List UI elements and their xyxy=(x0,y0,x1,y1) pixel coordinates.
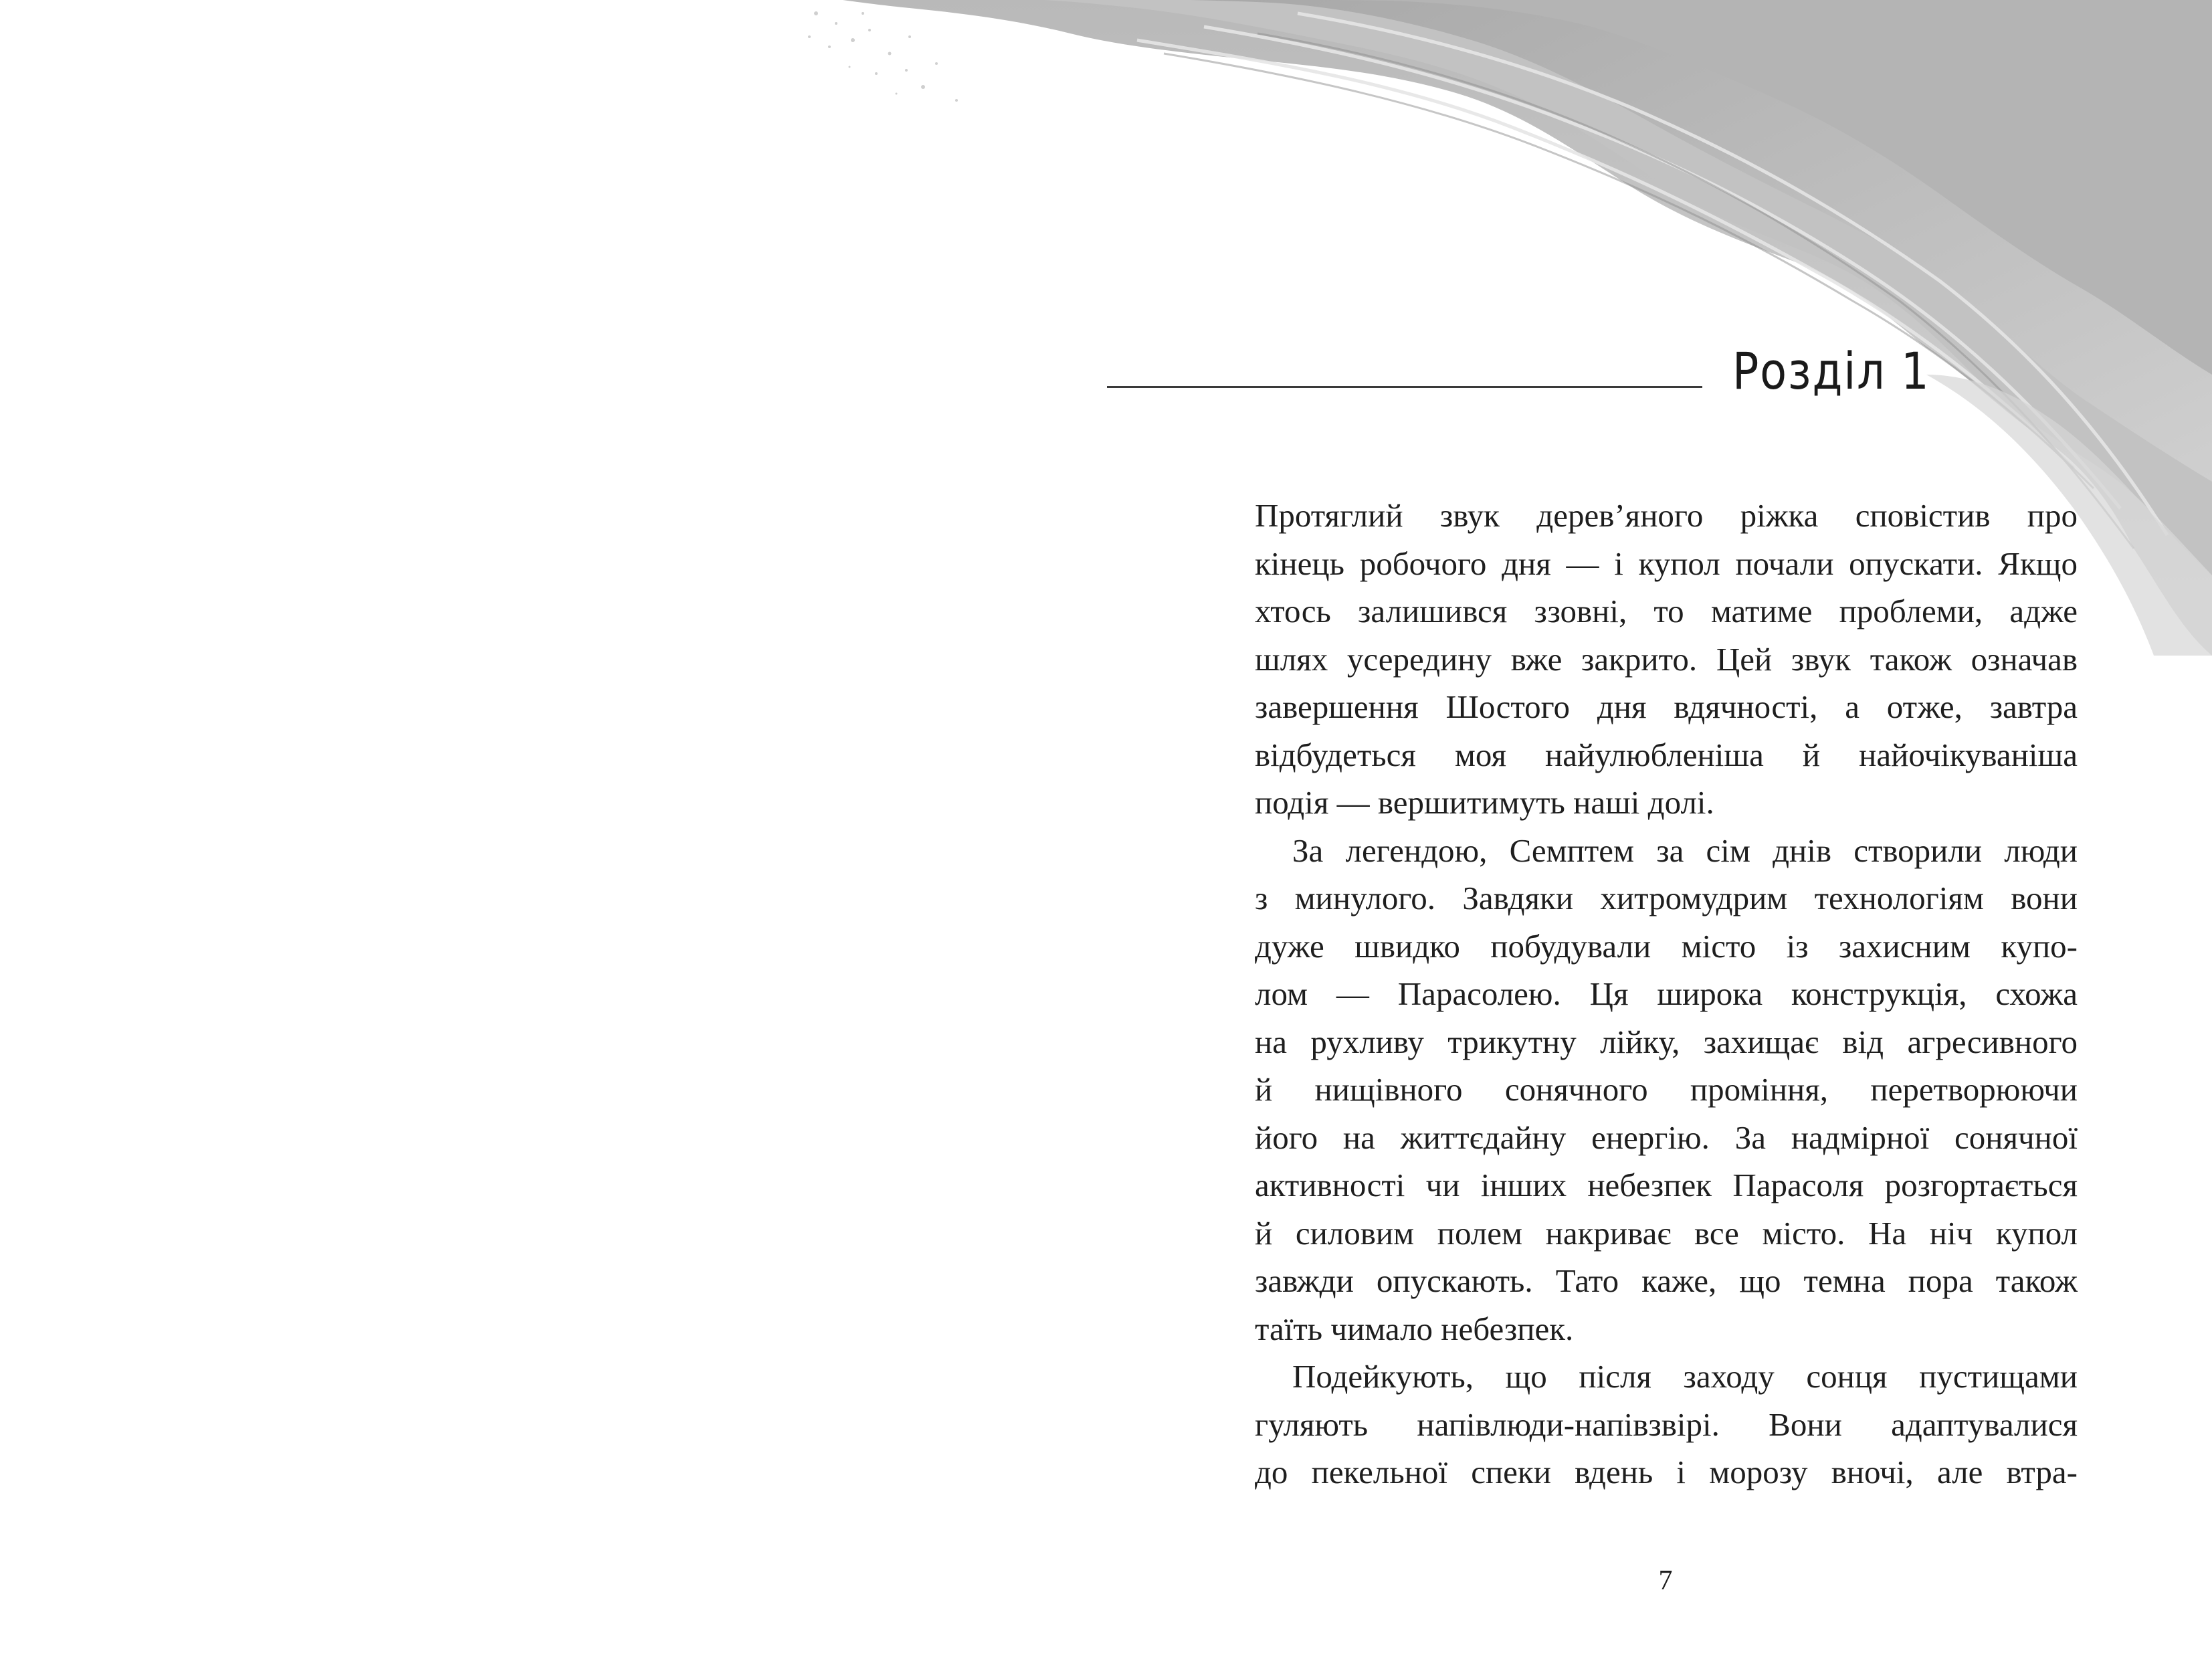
text-line: Подейкують, що після заходу сонця пустищами xyxy=(1292,1358,2078,1395)
text-line: дуже швидко побудували місто із захисним купо- xyxy=(1255,927,2078,965)
paragraph-3 xyxy=(1255,1353,2078,1496)
text-line: Протяглий звук дерев’яного ріжка сповістив про xyxy=(1255,497,2078,534)
text-line: кінець робочого дня — і купол почали опускати. Якщо xyxy=(1255,545,2078,582)
chapter-title: Розділ 1 xyxy=(1732,341,1930,401)
text-line: його на життєдайну енергію. За надмірної сонячної xyxy=(1255,1118,2078,1156)
text-line: відбудеться моя найулюбленіша й найочікуваніша xyxy=(1255,736,2078,773)
text-line: гуляють напівлюди-напівзвірі. Вони адаптувалися xyxy=(1255,1405,2078,1443)
text-line: до пекельної спеки вдень і морозу вночі, але втра- xyxy=(1255,1454,2078,1490)
text-line: й силовим полем накриває все місто. На ніч купол xyxy=(1255,1214,2078,1252)
text-line: шлях усередину вже закрито. Цей звук також означав xyxy=(1255,640,2078,678)
text-line: завершення Шостого дня вдячності, а отже, завтра xyxy=(1255,688,2078,725)
text-line: За легендою, Семптем за сім днів створили люди xyxy=(1292,832,2078,869)
text-line: таїть чимало небезпек. xyxy=(1255,1310,1574,1347)
text-line: лом — Парасолею. Ця широка конструкція, схожа xyxy=(1255,975,2078,1012)
text-line: й нищівного сонячного проміння, перетворюючи xyxy=(1255,1071,2078,1108)
text-line: на рухливу трикутну лійку, захищає від агресивного xyxy=(1255,1023,2078,1060)
chapter-title-rule xyxy=(1107,386,1702,388)
text-line: подія — вершитимуть наші долі. xyxy=(1255,784,1714,821)
text-line: з минулого. Завдяки хитромудрим технологіям вони xyxy=(1255,880,2078,916)
paragraph-1 xyxy=(1255,492,2078,827)
chapter-body-text xyxy=(1255,492,2078,1496)
paragraph-2 xyxy=(1255,827,2078,1353)
page-number: 7 xyxy=(1658,1565,1673,1596)
text-line: активності чи інших небезпек Парасоля розгортається xyxy=(1255,1167,2078,1203)
text-line: хтось залишився ззовні, то матиме проблеми, адже xyxy=(1255,593,2078,629)
text-line: завжди опускають. Тато каже, що темна пора також xyxy=(1255,1262,2078,1299)
